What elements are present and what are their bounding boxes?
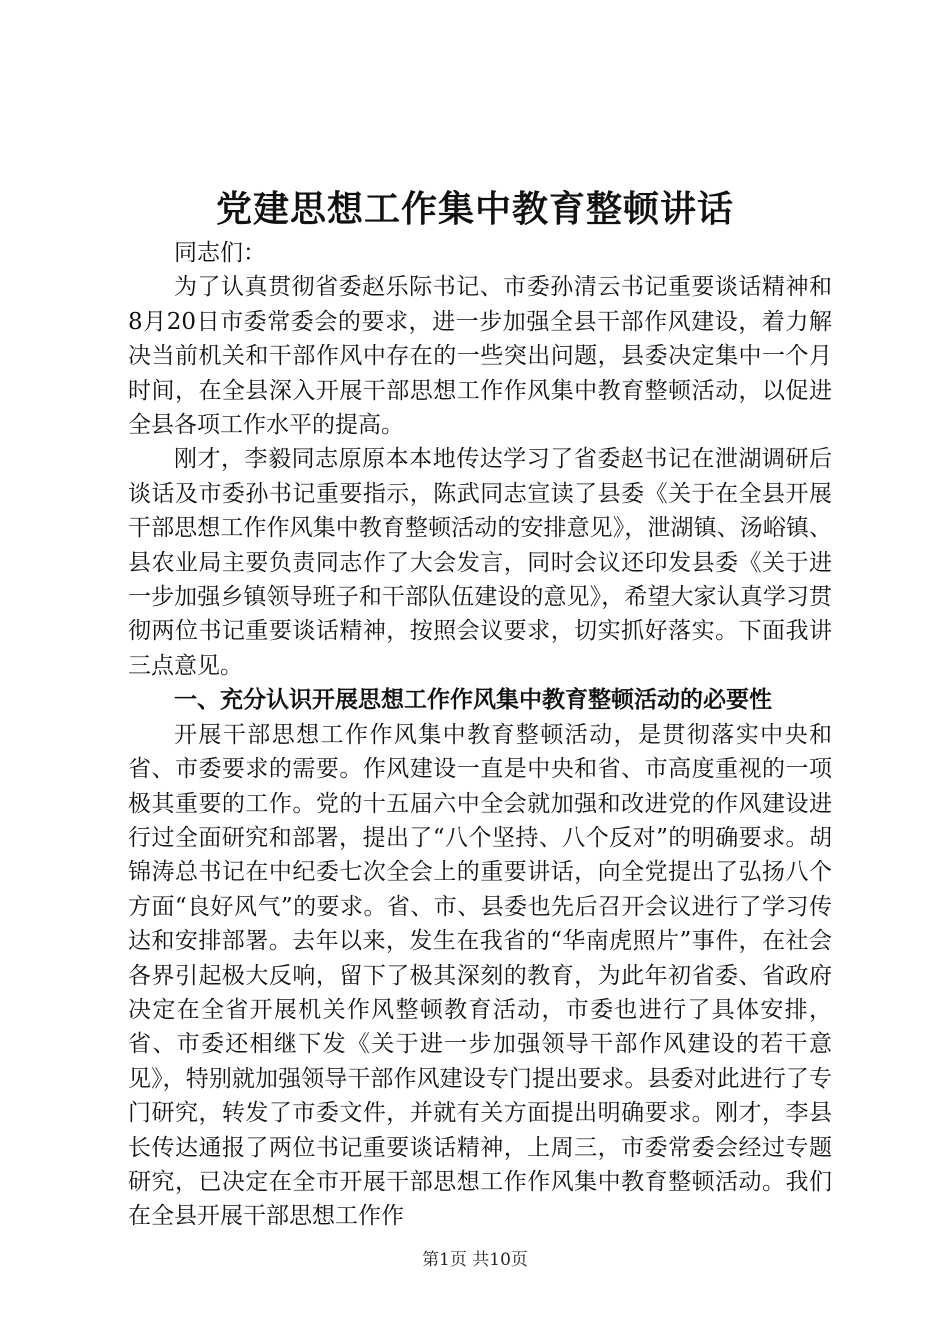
paragraph-1: 为了认真贯彻省委赵乐际书记、市委孙清云书记重要谈话精神和8月20日市委常委会的要求，进一步加强全县干部作风建设，着力解决当前机关和干部作风中存在的一些突出问题，县委决定集中一个月时间，在全县深入开展干部思想工作作风集中教育整顿活动，以促进全县各项工作水平的提高。: [128, 274, 832, 439]
paragraph-2: 刚才，李毅同志原原本本地传达学习了省委赵书记在泄湖调研后谈话及市委孙书记重要指示，陈武同志宣读了县委《关于在全县开展干部思想工作作风集中教育整顿活动的安排意见》，泄湖镇、汤峪镇、县农业局主要负责同志作了大会发言，同时会议还印发县委《关于进一步加强乡镇领导班子和干部队伍建设的意见》，希望大家认真学习贯彻两位书记重要谈话精神，按照会议要求，切实抓好落实。下面我讲三点意见。: [128, 446, 832, 679]
section-heading: 一、充分认识开展思想工作作风集中教育整顿活动的必要性: [174, 686, 772, 714]
document-title: 党建思想工作集中教育整顿讲话: [215, 188, 734, 230]
page-number: 第1页 共10页: [422, 1250, 528, 1270]
section-paragraph: 开展干部思想工作作风集中教育整顿活动，是贯彻落实中央和省、市委要求的需要。作风建设一直是中央和省、市高度重视的一项极其重要的工作。党的十五届六中全会就加强和改进党的作风建设进行过全面研究和部署，提出了“八个坚持、八个反对”的明确要求。胡锦涛总书记在中纪委七次全会上的重要讲话，向全党提出了弘扬八个方面“良好风气”的要求。省、市、县委也先后召开会议进行了学习传达和安排部署。去年以来，发生在我省的“华南虎照片”事件，在社会各界引起极大反响，留下了极其深刻的教育，为此年初省委、省政府决定在全省开展机关作风整顿教育活动，市委也进行了具体安排，省、市委还相继下发《关于进一步加强领导干部作风建设的若干意见》，特别就加强领导干部作风建设专门提出要求。县委对此进行了专门研究，转发了市委文件，并就有关方面提出明确要求。刚才，李县长传达通报了两位书记重要谈话精神，上周三，市委常委会经过专题研究，已决定在全市开展干部思想工作作风集中教育整顿活动。我们在全县开展干部思想工作作: [128, 721, 832, 1230]
document-body: [128, 236, 832, 1234]
salutation: 同志们：: [174, 240, 266, 266]
